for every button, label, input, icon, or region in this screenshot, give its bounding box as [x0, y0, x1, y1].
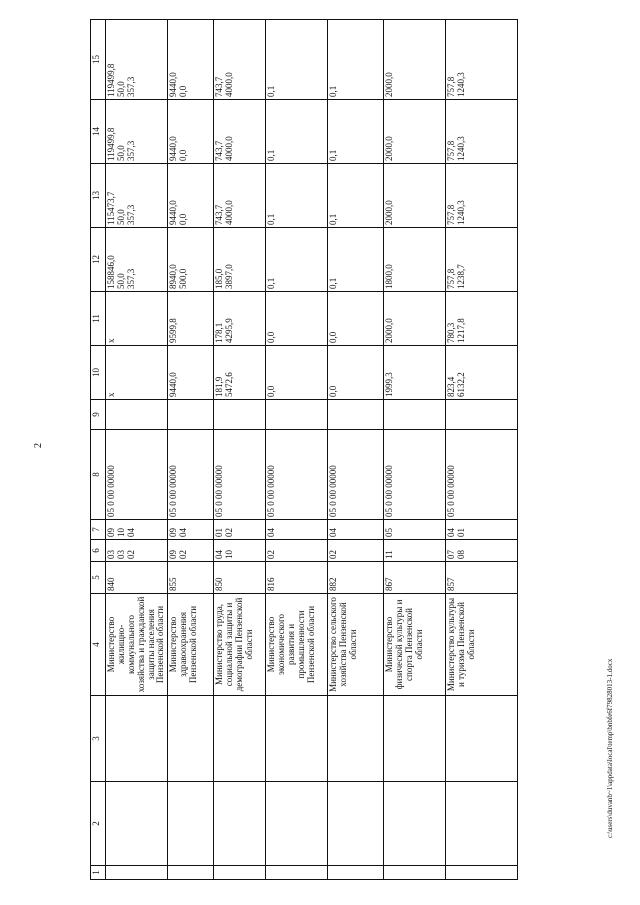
col-header: 7 — [91, 520, 106, 540]
cell-c6: 07 08 — [446, 540, 518, 562]
col-header: 2 — [91, 782, 106, 866]
cell-c11: x — [106, 292, 168, 346]
cell-col-1 — [328, 866, 384, 880]
cell-c8: 05 0 00 00000 — [168, 430, 214, 520]
rotated-table-container — [90, 20, 604, 880]
cell-c10: 0,0 — [266, 346, 328, 400]
cell-c15: 743,7 4000,0 — [214, 20, 266, 100]
col-header: 15 — [91, 20, 106, 100]
cell-c8: 05 0 00 00000 — [106, 430, 168, 520]
cell-c5: 857 — [446, 562, 518, 594]
ministry-name-cell: Министерство труда, социальной защиты и демографии Пензенской области — [214, 594, 266, 696]
col-header: 11 — [91, 292, 106, 346]
cell-c13: 757,8 1240,3 — [446, 164, 518, 228]
cell-c13: 0,1 — [266, 164, 328, 228]
cell-col-1 — [446, 866, 518, 880]
cell-c12: 0,1 — [328, 228, 384, 292]
cell-c11: 0,0 — [328, 292, 384, 346]
cell-c10: 1999,3 — [384, 346, 446, 400]
cell-c6: 09 02 — [168, 540, 214, 562]
cell-col-2 — [214, 782, 266, 866]
cell-col-1 — [168, 866, 214, 880]
cell-c12: 0,1 — [266, 228, 328, 292]
cell-col-3 — [328, 696, 384, 782]
cell-c8: 05 0 00 00000 — [214, 430, 266, 520]
cell-c10: 181,9 5472,6 — [214, 346, 266, 400]
cell-c11: 780,3 1217,8 — [446, 292, 518, 346]
cell-c11: 0,0 — [266, 292, 328, 346]
cell-c14: 119499,8 50,0 357,3 — [106, 100, 168, 164]
cell-col-2 — [384, 782, 446, 866]
cell-col-2 — [266, 782, 328, 866]
cell-col-2 — [168, 782, 214, 866]
ministry-name-cell: Министерство культуры и туризма Пензенской области — [446, 594, 518, 696]
cell-c10: 823,4 6132,2 — [446, 346, 518, 400]
table-row — [446, 20, 518, 880]
cell-c13: 9440,0 0,0 — [168, 164, 214, 228]
col-header: 3 — [91, 696, 106, 782]
cell-c6: 04 10 — [214, 540, 266, 562]
cell-col-3 — [168, 696, 214, 782]
cell-c13: 0,1 — [328, 164, 384, 228]
footer-file-path: c:\users\duvanb~1\appdata\local\temp\bnbfe6f79828013-1.docx — [606, 658, 614, 838]
col-header: 14 — [91, 100, 106, 164]
cell-c14: 9440,0 0,0 — [168, 100, 214, 164]
cell-col-2 — [106, 782, 168, 866]
cell-c7: 04 01 — [446, 520, 518, 540]
cell-c15: 2000,0 — [384, 20, 446, 100]
column-number-row — [91, 20, 106, 880]
col-header: 9 — [91, 400, 106, 430]
table-row — [266, 20, 328, 880]
cell-c9 — [214, 400, 266, 430]
cell-col-3 — [214, 696, 266, 782]
cell-c9 — [384, 400, 446, 430]
cell-c14: 2000,0 — [384, 100, 446, 164]
col-header: 1 — [91, 866, 106, 880]
cell-c15: 119499,8 50,0 357,3 — [106, 20, 168, 100]
cell-c14: 0,1 — [328, 100, 384, 164]
cell-col-3 — [266, 696, 328, 782]
ministry-name-cell: Министерство здравоохранения Пензенской области — [168, 594, 214, 696]
cell-c9 — [266, 400, 328, 430]
cell-c14: 0,1 — [266, 100, 328, 164]
cell-c13: 743,7 4000,0 — [214, 164, 266, 228]
cell-col-3 — [384, 696, 446, 782]
cell-c10: 9440,0 — [168, 346, 214, 400]
cell-c7: 05 — [384, 520, 446, 540]
cell-col-3 — [106, 696, 168, 782]
cell-c7: 01 02 — [214, 520, 266, 540]
table-row — [106, 20, 168, 880]
cell-c5: 850 — [214, 562, 266, 594]
cell-c7: 09 10 04 — [106, 520, 168, 540]
cell-c5: 816 — [266, 562, 328, 594]
cell-c8: 05 0 00 00000 — [266, 430, 328, 520]
cell-c12: 185,0 3897,0 — [214, 228, 266, 292]
cell-c7: 04 — [328, 520, 384, 540]
cell-c5: 840 — [106, 562, 168, 594]
cell-c9 — [168, 400, 214, 430]
col-header: 4 — [91, 594, 106, 696]
cell-c11: 2000,0 — [384, 292, 446, 346]
cell-c12: 8940,0 500,0 — [168, 228, 214, 292]
table-row — [168, 20, 214, 880]
cell-col-2 — [446, 782, 518, 866]
cell-c5: 867 — [384, 562, 446, 594]
ministry-name-cell: Министерство жилищно-коммунального хозяйства и гражданской защиты населения Пензенской области — [106, 594, 168, 696]
cell-c6: 02 — [266, 540, 328, 562]
cell-c6: 11 — [384, 540, 446, 562]
cell-col-2 — [328, 782, 384, 866]
cell-c9 — [106, 400, 168, 430]
cell-c5: 882 — [328, 562, 384, 594]
cell-c7: 04 — [266, 520, 328, 540]
cell-c11: 178,1 4295,9 — [214, 292, 266, 346]
cell-c15: 0,1 — [328, 20, 384, 100]
cell-col-3 — [446, 696, 518, 782]
budget-table — [90, 19, 518, 880]
cell-c12: 757,8 1238,7 — [446, 228, 518, 292]
cell-col-1 — [384, 866, 446, 880]
cell-c8: 05 0 00 00000 — [446, 430, 518, 520]
col-header: 12 — [91, 228, 106, 292]
cell-c14: 757,8 1240,3 — [446, 100, 518, 164]
table-row — [328, 20, 384, 880]
cell-c13: 2000,0 — [384, 164, 446, 228]
cell-c14: 743,7 4000,0 — [214, 100, 266, 164]
table-row — [384, 20, 446, 880]
cell-c8: 05 0 00 00000 — [384, 430, 446, 520]
col-header: 13 — [91, 164, 106, 228]
cell-col-1 — [214, 866, 266, 880]
cell-c9 — [446, 400, 518, 430]
ministry-name-cell: Министерство экономического развития и промышленности Пензенской области — [266, 594, 328, 696]
cell-c11: 9599,8 — [168, 292, 214, 346]
cell-c15: 757,8 1240,3 — [446, 20, 518, 100]
cell-c6: 03 03 02 — [106, 540, 168, 562]
ministry-name-cell: Министерство физической культуры и спорта Пензенской области — [384, 594, 446, 696]
cell-c9 — [328, 400, 384, 430]
col-header: 10 — [91, 346, 106, 400]
cell-c10: 0,0 — [328, 346, 384, 400]
cell-c5: 855 — [168, 562, 214, 594]
cell-col-1 — [106, 866, 168, 880]
cell-c6: 02 — [328, 540, 384, 562]
col-header: 6 — [91, 540, 106, 562]
cell-col-1 — [266, 866, 328, 880]
table-row — [214, 20, 266, 880]
cell-c8: 05 0 00 00000 — [328, 430, 384, 520]
cell-c15: 0,1 — [266, 20, 328, 100]
page-number: 2 — [33, 443, 44, 448]
cell-c10: x — [106, 346, 168, 400]
cell-c13: 115473,7 50,0 357,3 — [106, 164, 168, 228]
cell-c12: 1800,0 — [384, 228, 446, 292]
col-header: 5 — [91, 562, 106, 594]
cell-c7: 09 04 — [168, 520, 214, 540]
ministry-name-cell: Министерство сельского хозяйства Пензенской области — [328, 594, 384, 696]
cell-c12: 158846,0 50,0 357,3 — [106, 228, 168, 292]
col-header: 8 — [91, 430, 106, 520]
cell-c15: 9440,0 0,0 — [168, 20, 214, 100]
